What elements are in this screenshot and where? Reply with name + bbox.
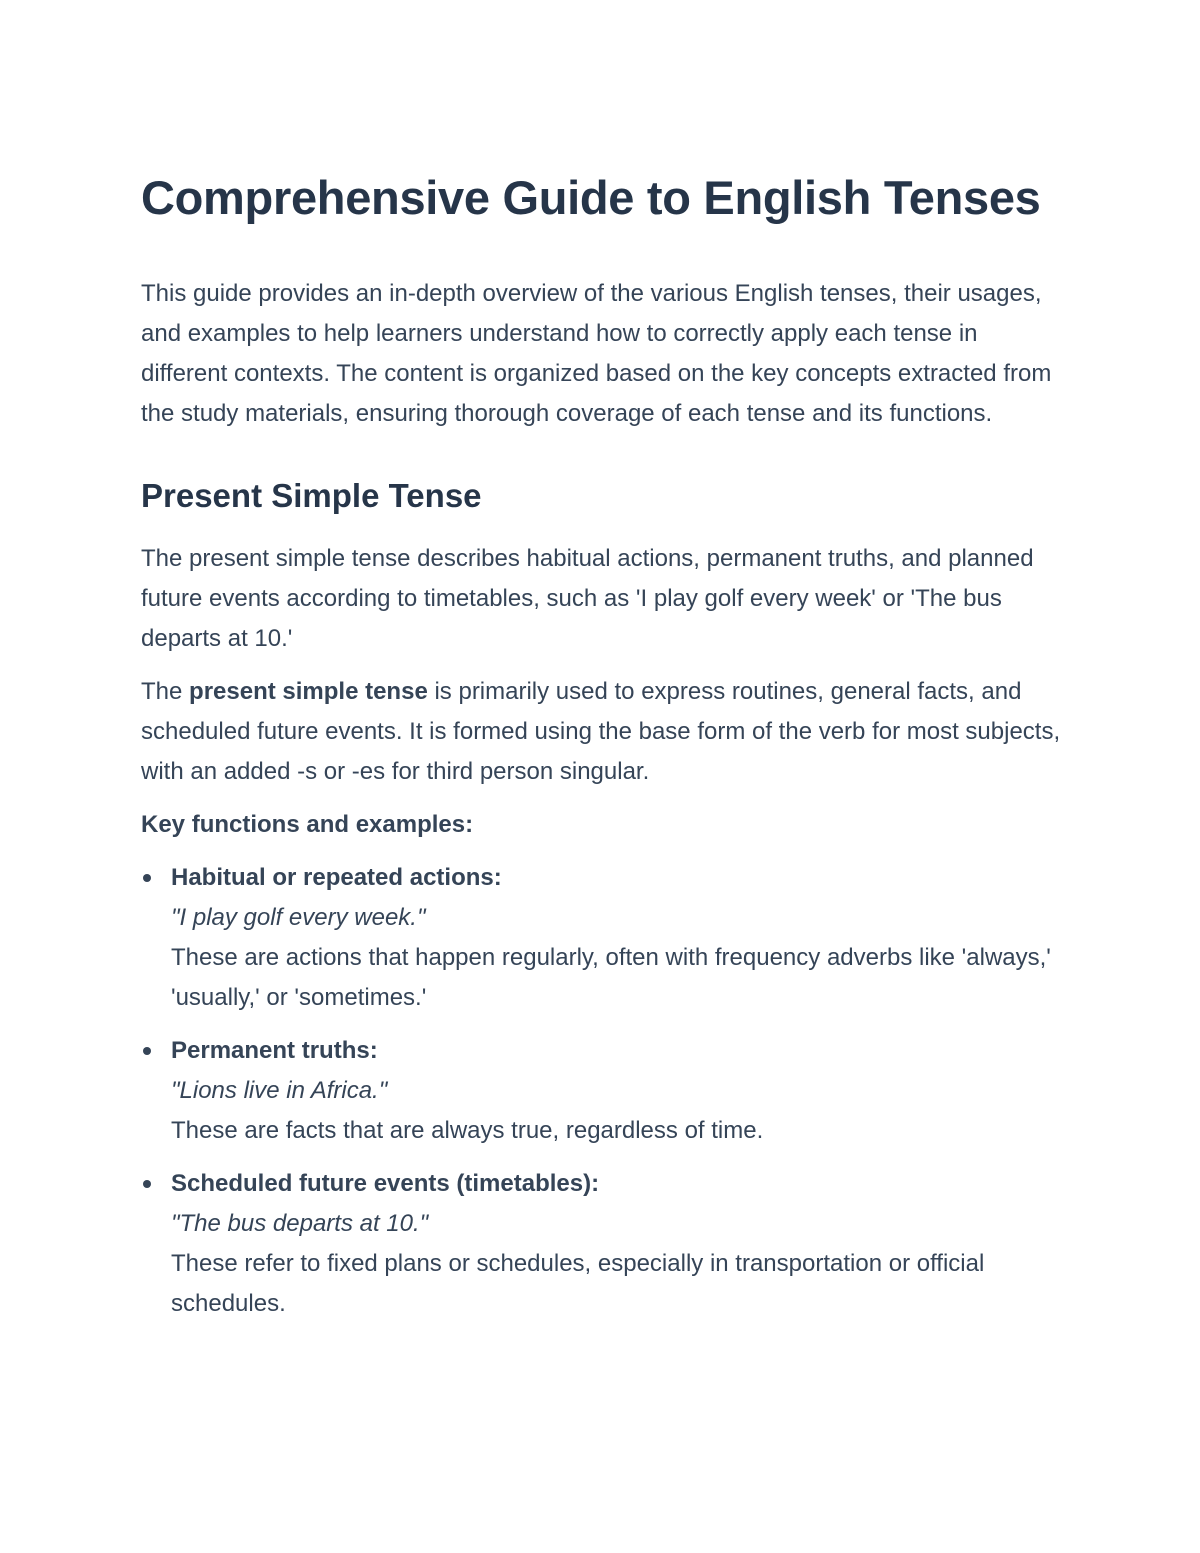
function-example: "Lions live in Africa." <box>171 1077 388 1104</box>
document-page <box>141 166 1061 1337</box>
function-title: Permanent truths: <box>171 1037 378 1064</box>
bullet-icon <box>143 1047 151 1055</box>
definition-paragraph <box>141 672 1061 792</box>
section-lead-paragraph: The present simple tense describes habitual actions, permanent truths, and planned future events according to timetables, such as 'I play golf every week' or 'The bus departs at 10.' <box>141 545 1034 652</box>
definition-rest: is primarily used to express routines, general facts, and scheduled future events. It is formed using the base form of the verb for most subjects, with an added -s or -es for third person singular. <box>141 678 1061 785</box>
list-item <box>141 1164 1061 1324</box>
intro-paragraph: This guide provides an in-depth overview of the various English tenses, their usages, and examples to help learners understand how to correctly apply each tense in different contexts. The content is organized based on the key concepts extracted from the study materials, ensuring thorough coverage of each tense and its functions. <box>141 280 1052 427</box>
bullet-icon <box>143 874 151 882</box>
key-functions-label: Key functions and examples: <box>141 811 474 838</box>
function-example: "I play golf every week." <box>171 904 426 931</box>
function-note: These refer to fixed plans or schedules, especially in transportation or official schedules. <box>171 1250 985 1317</box>
definition-term: present simple tense <box>189 678 428 705</box>
function-note: These are actions that happen regularly, often with frequency adverbs like 'always,' 'usually,' or 'sometimes.' <box>171 944 1051 1011</box>
key-functions-list <box>141 858 1061 1324</box>
function-title: Habitual or repeated actions: <box>171 864 502 891</box>
bullet-icon <box>143 1180 151 1188</box>
definition-prefix: The <box>141 678 190 705</box>
document-title: Comprehensive Guide to English Tenses <box>141 171 1041 224</box>
section-heading: Present Simple Tense <box>141 477 482 514</box>
list-item <box>141 1031 1061 1151</box>
function-title: Scheduled future events (timetables): <box>171 1170 600 1197</box>
function-note: These are facts that are always true, regardless of time. <box>171 1117 764 1144</box>
function-example: "The bus departs at 10." <box>171 1210 429 1237</box>
list-item <box>141 858 1061 1018</box>
